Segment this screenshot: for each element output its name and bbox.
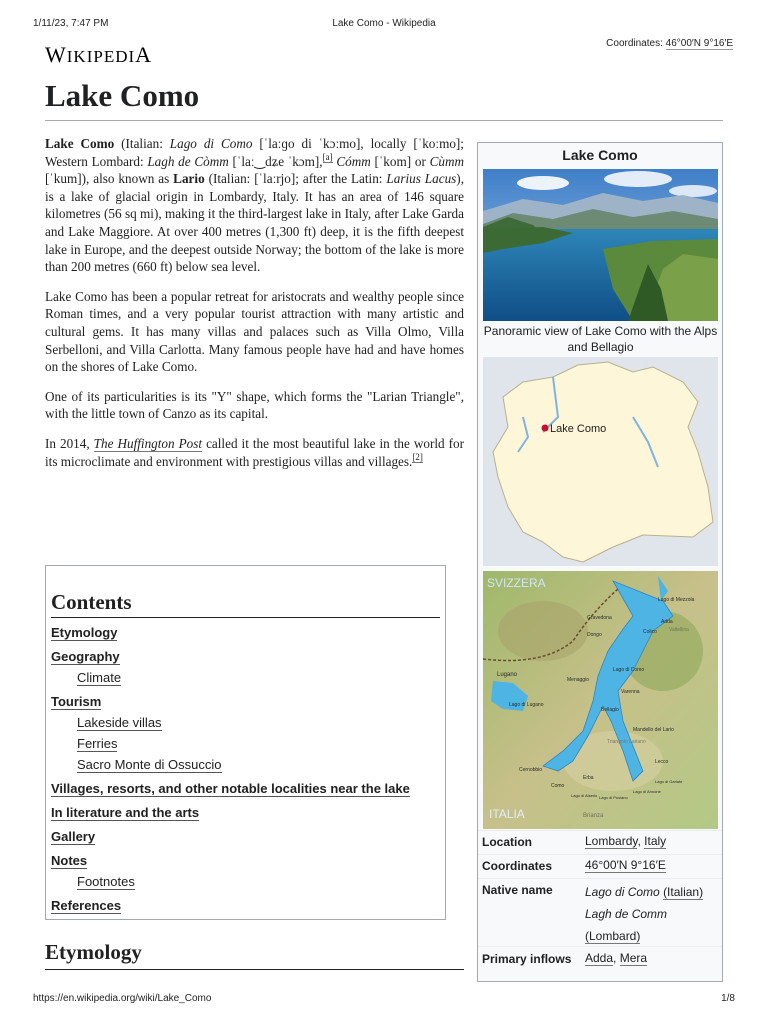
relief-map[interactable] <box>483 571 718 829</box>
coordinates-link[interactable]: 46°00′N 9°16′E <box>665 38 733 49</box>
coordinates-value-link[interactable]: 46°00′N 9°16′E <box>585 858 666 872</box>
map-label-colico: Colico <box>643 629 657 635</box>
lead-text: [ˈlaː‿dʑe ˈkɔm], <box>228 153 323 169</box>
map-label-gravedona: Gravedona <box>587 615 612 621</box>
map-label-valtellina: Valtellina <box>669 627 689 633</box>
lake-photo[interactable] <box>483 169 718 321</box>
infobox-key-inflows: Primary inflows <box>482 952 572 966</box>
infobox-key-location: Location <box>482 835 532 849</box>
lead-text: [ˈkum]), also known as <box>45 171 174 187</box>
photo-caption <box>483 323 718 355</box>
coordinates-label: Coordinates: <box>606 38 663 49</box>
lead-bold-alt-name: Lario <box>173 171 205 187</box>
lead-paragraph-4 <box>45 435 464 470</box>
map-label-lugano: Lugano <box>497 672 518 678</box>
print-datetime: 1/11/23, 7:47 PM <box>33 18 109 29</box>
section-divider <box>45 969 464 970</box>
map-label-garlate: Lago di Garlate <box>655 779 683 784</box>
location-lombardy-link[interactable]: Lombardy <box>585 834 638 848</box>
huffington-post-link[interactable]: The Huffington Post <box>93 435 203 451</box>
map-label-lago-lugano: Lago di Lugano <box>509 702 544 708</box>
toc-item-label[interactable]: Etymology <box>51 625 118 640</box>
infobox-value-inflows <box>585 948 719 969</box>
value-separator: , <box>637 834 645 848</box>
map-label-cernobbio: Cernobbio <box>519 767 543 773</box>
logo-first-letter: W <box>45 42 67 67</box>
map-label-lago-como: Lago di Como <box>613 667 645 673</box>
footnote-2-link[interactable]: [2] <box>412 452 423 463</box>
map-label-triangolo: Triangolo Lariano <box>607 739 646 745</box>
lead-italic: Lagh de Còmm <box>147 153 229 169</box>
coordinates-indicator <box>606 38 733 49</box>
toc-item-label[interactable]: Villages, resorts, and other notable localities near the lake <box>51 781 410 796</box>
infobox-value-coordinates <box>585 855 719 876</box>
infobox-value-native-name <box>585 881 719 947</box>
locator-dot <box>542 425 549 432</box>
map-label-mandello: Mandello del Lario <box>633 727 674 733</box>
toc-subitem-label[interactable]: Footnotes <box>77 874 135 889</box>
page-title: Lake Como <box>45 78 200 113</box>
toc-subitem-lakeside-villas[interactable] <box>77 714 440 732</box>
native-name-lombard: Lagh de Comm <box>585 907 668 921</box>
toc-subitem-label[interactable]: Climate <box>77 670 122 685</box>
infobox-row-native-name <box>478 878 722 947</box>
lead-text: (Italian: [ˈlaːrjo]; after the Latin: <box>204 171 387 187</box>
map-label-erba: Erba <box>583 775 594 781</box>
map-label-brianza: Brianza <box>583 813 604 819</box>
lead-bold-name: Lake Como <box>45 136 115 151</box>
map-label-adda: Adda <box>661 619 673 625</box>
toc-item-etymology[interactable] <box>51 624 440 642</box>
lead-italic: Cómm <box>336 153 371 169</box>
inflow-adda-link[interactable]: Adda <box>585 951 614 965</box>
toc-item-label[interactable]: Notes <box>51 853 88 868</box>
photo-caption-text: Panoramic view of Lake Como with the Alps and Bellagio <box>483 324 718 354</box>
locator-label: Lake Como <box>550 423 607 435</box>
toc-subitem-sacro-monte[interactable] <box>77 756 440 774</box>
map-label-dongo: Dongo <box>587 632 602 638</box>
lead-text: In 2014, <box>45 435 94 451</box>
map-label-como: Como <box>551 783 565 789</box>
toc-item-tourism[interactable] <box>51 693 440 774</box>
map-label-italia: ITALIA <box>489 807 525 821</box>
wikipedia-logo[interactable] <box>45 42 152 68</box>
value-separator: , <box>613 951 620 965</box>
map-label-menaggio: Menaggio <box>567 677 589 683</box>
lead-paragraph-3: One of its particularities is its "Y" shape, which forms the "Larian Triangle", with the little town of Canzo as its capital. <box>45 388 464 422</box>
lead-text: [ˈkom] or <box>370 153 430 169</box>
print-url: https://en.wikipedia.org/wiki/Lake_Como <box>33 993 212 1004</box>
map-label-lecco: Lecco <box>655 759 669 765</box>
toc-item-label[interactable]: In literature and the arts <box>51 805 200 820</box>
map-label-varenna: Varenna <box>621 689 640 695</box>
infobox-row-coordinates <box>478 854 722 880</box>
lead-paragraph-2: Lake Como has been a popular retreat for aristocrats and wealthy people since Roman times, and a very popular tourist attraction with many artistic and cultural gems. It has many villas and palaces such as Villa Olmo, Villa Serbelloni, and Villa Carlotta. Many famous people have had and have homes on the shores of Lake Como. <box>45 288 464 375</box>
infobox-key-coordinates: Coordinates <box>482 859 553 873</box>
infobox <box>477 142 723 982</box>
toc-item-gallery[interactable] <box>51 828 440 846</box>
toc-item-label[interactable]: Geography <box>51 649 120 664</box>
lead-text: (Italian: <box>114 136 170 151</box>
lead-text: ), is a lake of glacial origin in Lombardy, Italy. It has an area of 146 square kilometres (56 sq mi), making it the third-largest lake in Italy, after Lake Garda and Lake Maggiore. At over 400 metres (1,300 ft) deep, it is the fifth deepest lake in Europe, and the deepest outside Norway; the bottom of the lake is more than 200 metres (660 ft) below sea level. <box>45 171 464 275</box>
lead-paragraph-1 <box>45 135 464 276</box>
map-label-annone: Lago di Annone <box>633 789 661 794</box>
map-label-svizzera: SVIZZERA <box>487 576 546 590</box>
toc-heading: Contents <box>51 590 440 618</box>
italian-language-link[interactable]: (Italian) <box>663 885 704 899</box>
infobox-key-native-name: Native name <box>482 883 553 897</box>
toc-subitem-climate[interactable] <box>77 669 440 687</box>
print-page-number: 1/8 <box>721 993 735 1004</box>
inflow-mera-link[interactable]: Mera <box>619 951 648 965</box>
lead-italic: Lago di Como <box>169 136 253 151</box>
toc-item-villages[interactable] <box>51 780 440 798</box>
toc-subitem-footnotes[interactable] <box>77 873 440 891</box>
map-label-pusiano: Lago di Pusiano <box>599 795 628 800</box>
toc-subitem-label[interactable]: Lakeside villas <box>77 715 162 730</box>
infobox-value-location <box>585 831 719 852</box>
map-label-mezzola: Lago di Mezzola <box>658 597 695 603</box>
logo-last-letter: A <box>135 42 153 67</box>
toc-item-geography[interactable] <box>51 648 440 687</box>
toc-item-label[interactable]: Gallery <box>51 829 96 844</box>
lombard-language-link[interactable]: (Lombard) <box>585 929 641 943</box>
infobox-row-inflows <box>478 946 722 973</box>
table-of-contents <box>45 565 446 920</box>
toc-item-references[interactable] <box>51 897 440 915</box>
lead-text: called it the most beautiful lake in the world for its microclimate and environment with prestigious villas and villages. <box>45 435 464 469</box>
print-page-title: Lake Como - Wikipedia <box>332 18 436 29</box>
native-name-italian: Lago di Como <box>585 885 660 899</box>
toc-item-notes[interactable] <box>51 852 440 891</box>
toc-subitem-label[interactable]: Ferries <box>77 736 118 751</box>
print-footer <box>33 993 735 1004</box>
toc-subitem-ferries[interactable] <box>77 735 440 753</box>
logo-middle-letters: IKIPEDI <box>66 47 136 66</box>
lead-italic: Larius Lacus <box>386 171 457 187</box>
infobox-title: Lake Como <box>562 147 638 163</box>
map-label-alserio: Lago di Alserio <box>571 793 598 798</box>
map-label-bellagio: Bellagio <box>601 707 619 713</box>
article-lead <box>45 135 464 482</box>
title-divider <box>45 120 723 121</box>
location-italy-link[interactable]: Italy <box>644 834 667 848</box>
footnote-a-link[interactable]: [a] <box>322 152 333 163</box>
lead-italic: Cùmm <box>429 153 465 169</box>
lead-text: [ˈlaːɡo di ˈkɔːmo], locally [ˈkoːmo]; Western Lombard: <box>45 136 464 169</box>
toc-item-label[interactable]: References <box>51 898 122 913</box>
toc-subitem-label[interactable]: Sacro Monte di Ossuccio <box>77 757 222 772</box>
toc-item-label[interactable]: Tourism <box>51 694 102 709</box>
infobox-row-location <box>478 830 722 856</box>
section-heading-etymology: Etymology <box>45 940 142 964</box>
toc-item-literature[interactable] <box>51 804 440 822</box>
locator-map[interactable] <box>483 357 718 566</box>
toc-list <box>51 624 440 915</box>
